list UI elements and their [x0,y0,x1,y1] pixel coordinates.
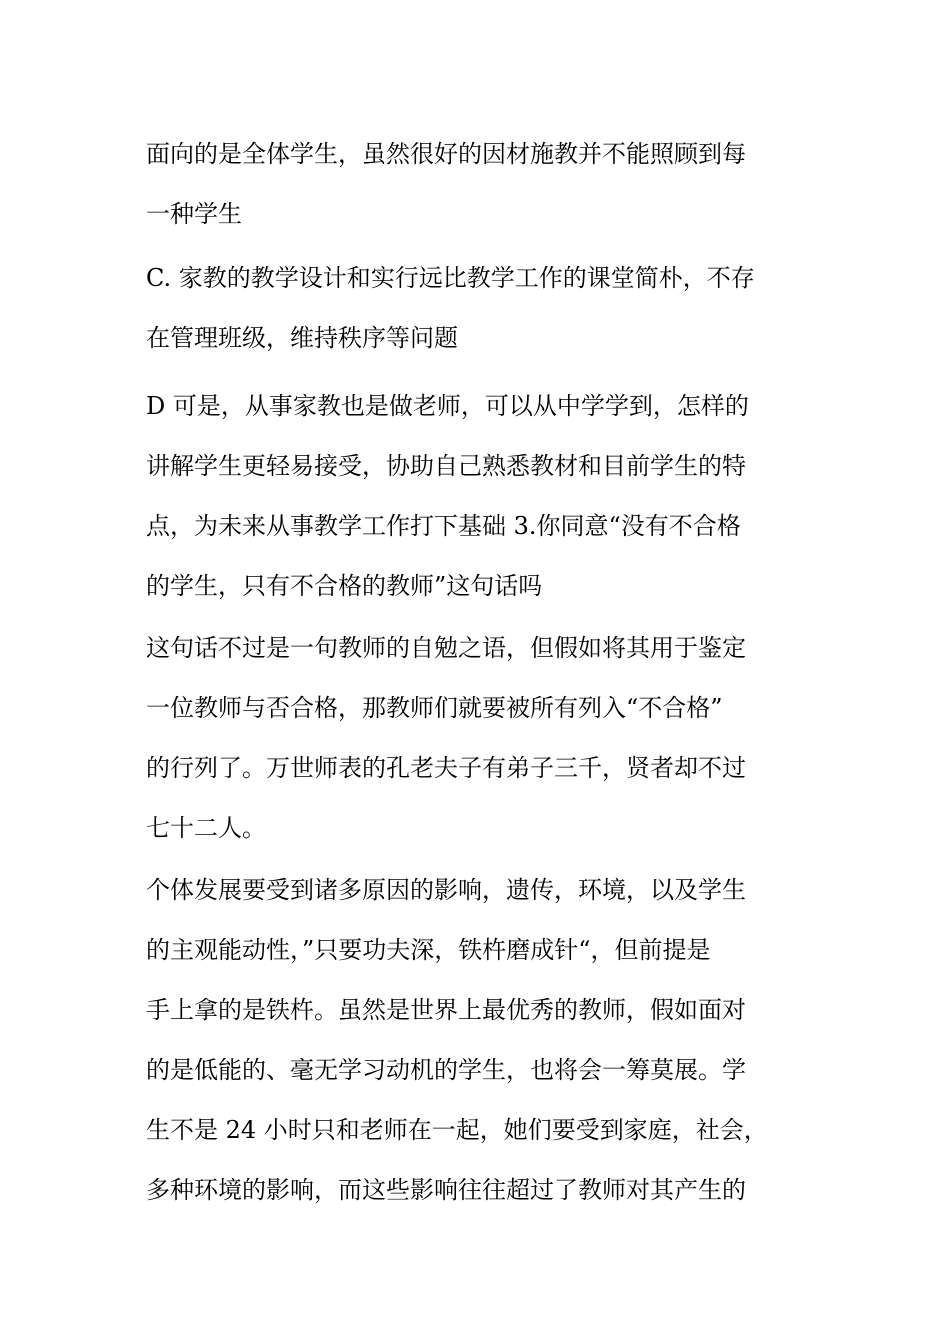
paragraph-answer-body [146,860,810,1220]
text-line: 个体发展要受到诸多原因的影响，遗传，环境，以及学生 [146,876,746,904]
text-line: 生不是 24 小时只和老师在一起，她们要受到家庭，社会， [146,1116,768,1144]
text-line: 一位教师与否合格，那教师们就要被所有列入“不合格” [146,694,723,722]
paragraph-option-d [146,376,810,616]
text-line: 面向的是全体学生，虽然很好的因材施教并不能照顾到每 [146,140,746,168]
paragraph-option-b-continued [146,124,810,244]
text-line: 这句话不过是一句教师的自勉之语，但假如将其用于鉴定 [146,634,746,662]
text-line: 点，为未来从事教学工作打下基础 3.你同意“没有不合格 [146,512,741,540]
text-line: 手上拿的是铁杵。虽然是世界上最优秀的教师，假如面对 [146,996,746,1024]
text-line: 的主观能动性，”只要功夫深，铁杵磨成针“，但前提是 [146,936,711,964]
text-line: 多种环境的影响，而这些影响往往超过了教师对其产生的 [146,1176,746,1204]
text-line: D 可是，从事家教也是做老师，可以从中学学到，怎样的 [146,392,749,420]
text-line: C. 家教的教学设计和实行远比教学工作的课堂简朴，不存 [146,264,755,292]
text-line: 的学生，只有不合格的教师”这句话吗 [146,572,543,600]
text-line: 七十二人。 [146,814,266,842]
text-line: 一种学生 [146,200,242,228]
text-line: 讲解学生更轻易接受，协助自己熟悉教材和目前学生的特 [146,452,746,480]
text-line: 在管理班级，维持秩序等问题 [146,324,458,352]
text-line: 的是低能的、毫无学习动机的学生，也将会一筹莫展。学 [146,1056,746,1084]
text-line: 的行列了。万世师表的孔老夫子有弟子三千，贤者却不过 [146,754,746,782]
paragraph-answer-intro [146,618,810,858]
paragraph-option-c [146,248,810,368]
